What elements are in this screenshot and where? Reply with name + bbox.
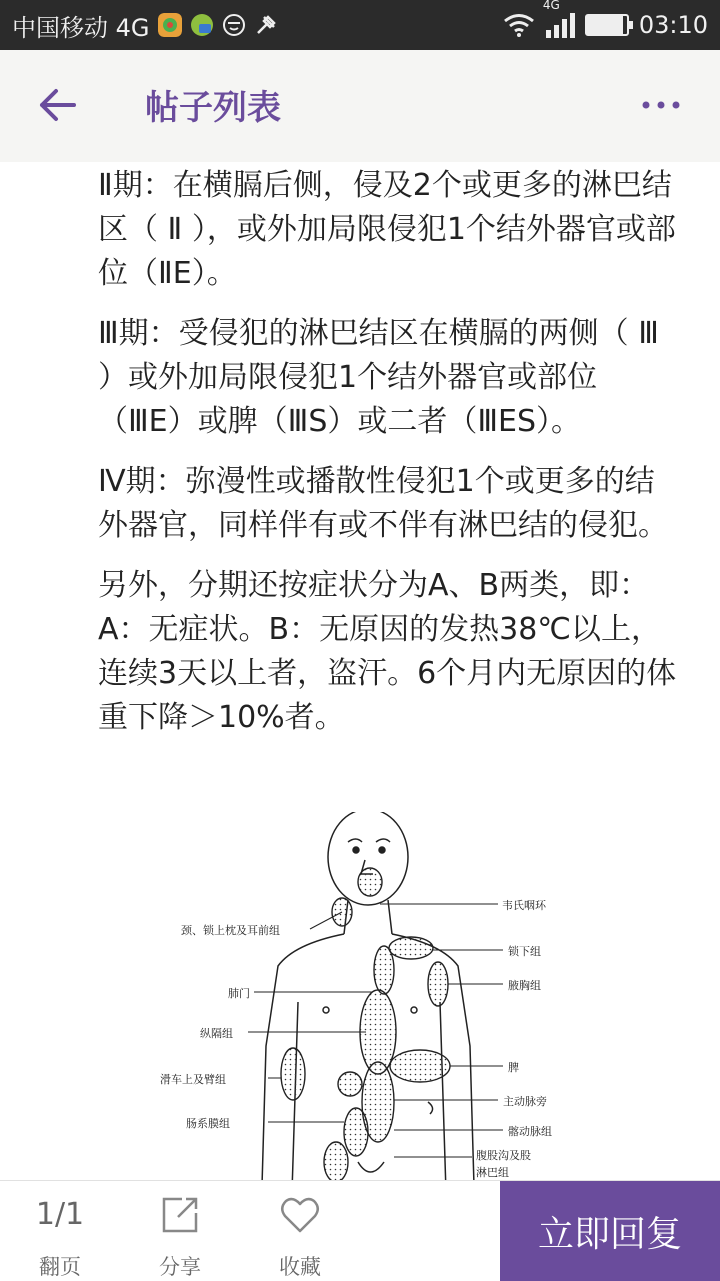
status-bar [0,0,720,50]
clock: 03:10 [638,11,708,39]
label-axillary: 腋胸组 [508,979,541,992]
status-left [12,0,278,50]
status-right [503,0,708,50]
label-neck: 颈、锁上枕及耳前组 [181,924,280,937]
mail-app-icon [190,13,214,37]
more-dots-icon [641,100,681,110]
battery-icon [585,14,629,36]
label-inguinal-2: 淋巴组 [476,1166,509,1179]
battery-level [587,16,623,34]
lymph-node-diagram [158,812,678,1180]
page-turn-button[interactable] [0,1181,120,1281]
label-spleen: 脾 [508,1061,519,1074]
reply-button[interactable]: 立即回复 [500,1181,720,1281]
more-options-button[interactable] [636,80,686,130]
share-label: 分享 [159,1255,201,1279]
label-iliac: 髂动脉组 [508,1125,552,1138]
share-icon [160,1195,200,1235]
bottom-bar [0,1180,720,1281]
post-content [98,162,678,1180]
label-inguinal-1: 腹股沟及股 [476,1149,531,1162]
favorite-label: 收藏 [279,1255,321,1279]
page-indicator: 1/1 [35,1197,85,1232]
face-icon [222,13,246,37]
label-hilum: 肺门 [228,987,250,1000]
label-mesenteric: 肠系膜组 [186,1117,230,1130]
app-bar [0,50,720,162]
carrier-label: 中国移动 4G [12,13,150,42]
label-paraaortic: 主动脉旁 [503,1095,547,1108]
paragraph-stage-3: Ⅲ期：受侵犯的淋巴结区在横膈的两侧（ Ⅲ ）或外加局限侵犯1个结外器官或部位（ⅢE）或脾（ⅢS）或二者（ⅢES）。 [98,316,659,439]
favorite-button[interactable] [240,1181,360,1281]
app-notification-icon [158,13,182,37]
label-mediastinum: 纵隔组 [200,1027,233,1040]
paragraph-symptoms: 另外，分期还按症状分为A、B两类，即：A：无症状。B：无原因的发热38℃以上，连续3天以上者，盗汗。6个月内无原因的体重下降＞10%者。 [98,568,677,735]
network-type-label: 4G [542,0,560,12]
back-button[interactable] [34,82,80,128]
label-waldeyer: 韦氏咽环 [502,899,546,912]
paragraph-stage-2: Ⅱ期：在横膈后侧，侵及2个或更多的淋巴结区（ Ⅱ ），或外加局限侵犯1个结外器官或部位（ⅡE）。 [98,168,676,291]
arrow-left-icon [38,88,76,122]
page-title: 帖子列表 [145,88,281,128]
share-button[interactable] [120,1181,240,1281]
page-turn-label: 翻页 [39,1255,81,1279]
tool-icon [254,13,278,37]
heart-icon [280,1195,320,1235]
label-infraclavicular: 锁下组 [508,945,541,958]
label-epitrochlear: 滑车上及臂组 [160,1073,226,1086]
paragraph-stage-4: Ⅳ期：弥漫性或播散性侵犯1个或更多的结外器官，同样伴有或不伴有淋巴结的侵犯。 [98,464,668,543]
signal-icon [545,12,575,38]
wifi-icon [503,13,535,37]
